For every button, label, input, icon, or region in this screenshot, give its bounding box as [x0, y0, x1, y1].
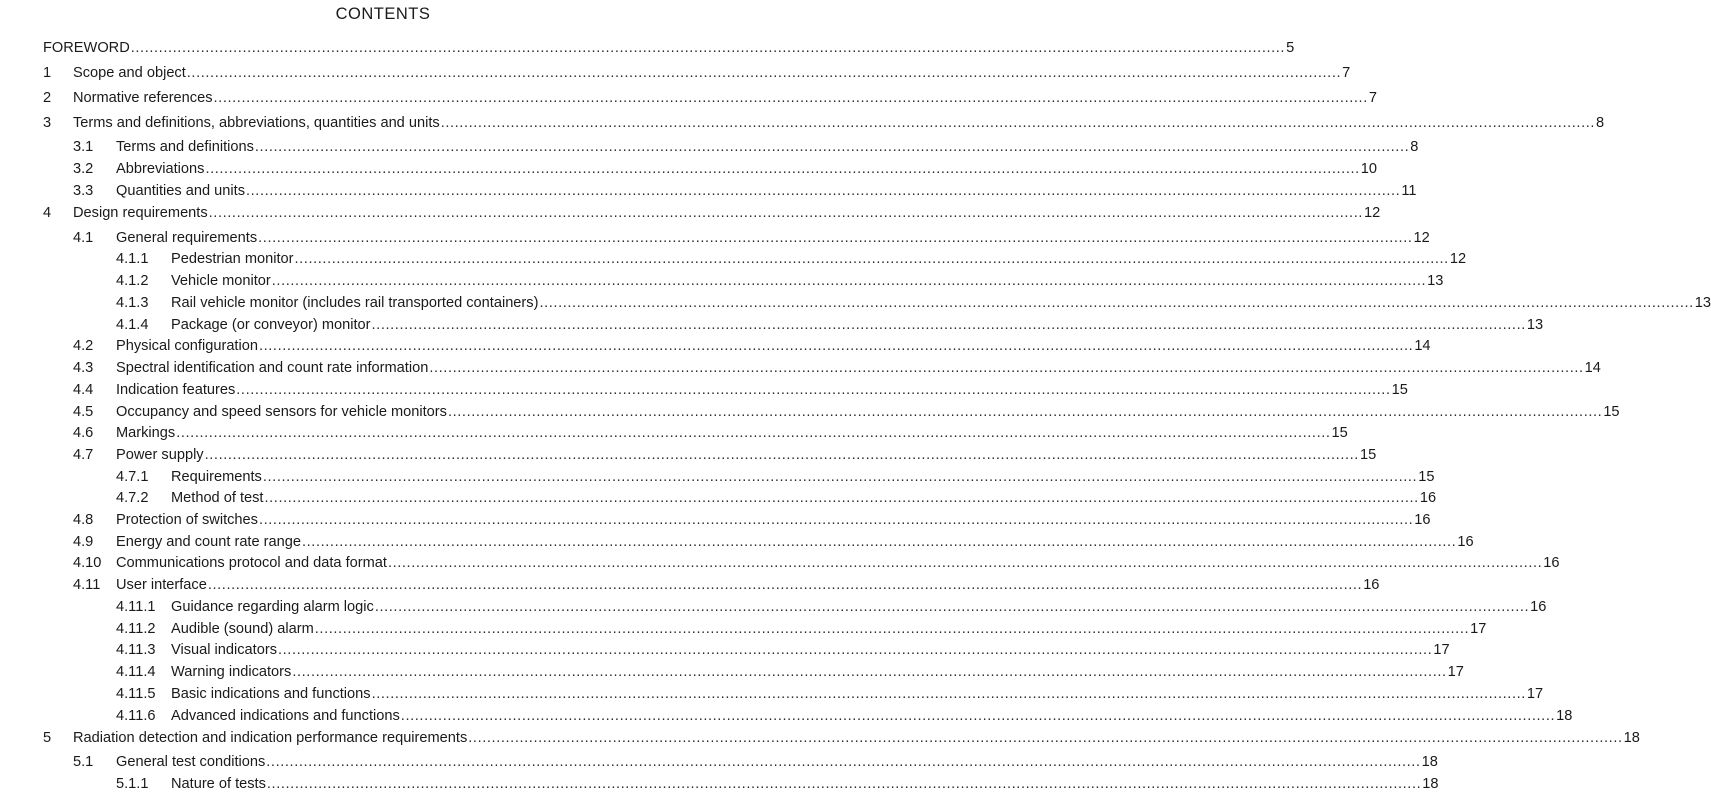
toc-entry-page: 11	[1401, 183, 1417, 199]
toc-entry-number: 5	[43, 730, 52, 746]
toc-entry-title: Basic indications and functions	[171, 686, 371, 702]
toc-leader-dots: ........................................................................................................................................................................................................................................................	[258, 338, 1414, 354]
toc-entry-page: 18	[1556, 708, 1573, 724]
toc-entry-number: 3	[43, 115, 52, 131]
toc-leader-dots: ........................................................................................................................................................................................................................................................	[292, 664, 1447, 680]
toc-entry-title: Terms and definitions, abbreviations, quantities and units	[73, 115, 440, 131]
toc-entry[interactable]	[0, 467, 1435, 487]
toc-entry-page: 15	[1331, 425, 1348, 441]
toc-entry-number: 4.7.1	[116, 469, 149, 485]
toc-entry-page: 18	[1422, 776, 1439, 792]
toc-entry-page: 15	[1391, 382, 1408, 398]
toc-entry[interactable]	[0, 249, 1467, 269]
toc-entry-title: Visual indicators	[171, 642, 277, 658]
toc-entry-title: Markings	[116, 425, 176, 441]
toc-entry-page: 7	[1368, 90, 1377, 106]
toc-leader-dots: ........................................................................................................................................................................................................................................................	[468, 730, 1623, 746]
toc-entry-title: FOREWORD	[43, 40, 130, 56]
toc-entry[interactable]	[0, 752, 1438, 772]
toc-entry-number: 4.5	[73, 404, 94, 420]
toc-entry-number: 4.2	[73, 338, 94, 354]
toc-leader-dots: ........................................................................................................................................................................................................................................................	[400, 708, 1556, 724]
toc-entry-page: 16	[1457, 534, 1474, 550]
toc-entry-title: Quantities and units	[116, 183, 245, 199]
toc-entry-number: 4.1.4	[116, 317, 149, 333]
toc-entry[interactable]	[0, 553, 1560, 573]
toc-entry[interactable]	[0, 63, 1351, 83]
toc-entry[interactable]	[0, 380, 1408, 400]
toc-entry-number: 4.11.4	[116, 664, 156, 680]
toc-entry[interactable]	[0, 662, 1464, 682]
toc-entry-title: Energy and count rate range	[116, 534, 301, 550]
toc-entry-title: Power supply	[116, 447, 204, 463]
toc-entry-page: 12	[1364, 205, 1381, 221]
toc-entry-page: 8	[1596, 115, 1605, 131]
toc-entry-title: Normative references	[73, 90, 213, 106]
toc-leader-dots: ........................................................................................................................................................................................................................................................	[213, 90, 1368, 106]
toc-entry[interactable]	[0, 358, 1601, 378]
toc-entry-page: 15	[1603, 404, 1620, 420]
toc-entry-page: 10	[1360, 161, 1378, 177]
toc-leader-dots: ........................................................................................................................................................................................................................................................	[208, 205, 1363, 221]
toc-entry[interactable]	[0, 575, 1380, 595]
toc-entry[interactable]	[0, 113, 1605, 133]
toc-entry[interactable]	[0, 706, 1573, 726]
toc-entry-title: Guidance regarding alarm logic	[171, 599, 374, 615]
toc-entry[interactable]	[0, 402, 1620, 422]
toc-leader-dots: ........................................................................................................................................................................................................................................................	[440, 115, 1596, 131]
toc-entry-number: 3.2	[73, 161, 94, 177]
toc-entry[interactable]	[0, 445, 1377, 465]
toc-entry-title: Spectral identification and count rate information	[116, 360, 429, 376]
toc-leader-dots: ........................................................................................................................................................................................................................................................	[258, 512, 1414, 528]
toc-entry-page: 13	[1526, 317, 1544, 333]
toc-entry-number: 4.4	[73, 382, 94, 398]
toc-entry-title: General test conditions	[116, 754, 266, 770]
toc-entry[interactable]	[0, 293, 1711, 313]
toc-leader-dots: ........................................................................................................................................................................................................................................................	[130, 40, 1286, 56]
page-title: CONTENTS	[335, 5, 431, 23]
toc-entry-number: 4.1	[73, 230, 94, 246]
toc-entry[interactable]	[0, 181, 1417, 201]
toc-entry-number: 4.1.1	[116, 251, 149, 267]
toc-entry-title: Protection of switches	[116, 512, 258, 528]
toc-entry[interactable]	[0, 423, 1348, 443]
toc-leader-dots: ........................................................................................................................................................................................................................................................	[447, 404, 1603, 420]
toc-entry-page: 15	[1359, 447, 1377, 463]
toc-leader-dots: ........................................................................................................................................................................................................................................................	[266, 776, 1422, 792]
toc-leader-dots: ........................................................................................................................................................................................................................................................	[204, 447, 1359, 463]
toc-entry-title: Design requirements	[73, 205, 208, 221]
toc-entry[interactable]	[0, 684, 1544, 704]
toc-entry-title: General requirements	[116, 230, 258, 246]
toc-leader-dots: ........................................................................................................................................................................................................................................................	[262, 469, 1418, 485]
toc-leader-dots: ........................................................................................................................................................................................................................................................	[294, 251, 1449, 267]
toc-entry-page: 17	[1433, 642, 1450, 658]
toc-entry-page: 18	[1623, 730, 1640, 746]
toc-entry-number: 5.1.1	[116, 776, 149, 792]
toc-entry-page: 16	[1363, 577, 1380, 593]
toc-entry[interactable]	[0, 271, 1444, 291]
toc-leader-dots: ........................................................................................................................................................................................................................................................	[254, 139, 1410, 155]
toc-entry[interactable]	[0, 228, 1430, 248]
toc-entry-page: 8	[1410, 139, 1419, 155]
toc-entry-page: 15	[1418, 469, 1435, 485]
toc-leader-dots: ........................................................................................................................................................................................................................................................	[278, 642, 1433, 658]
toc-entry-page: 13	[1427, 273, 1444, 289]
toc-leader-dots: ........................................................................................................................................................................................................................................................	[314, 621, 1470, 637]
toc-entry[interactable]	[0, 728, 1640, 748]
toc-entry-title: Requirements	[171, 469, 262, 485]
toc-entry-page: 14	[1414, 338, 1431, 354]
toc-entry-number: 4.7	[73, 447, 94, 463]
toc-entry-number: 4.11.6	[116, 708, 156, 724]
toc-entry-number: 4	[43, 205, 52, 221]
toc-entry-title: Scope and object	[73, 65, 186, 81]
toc-entry-page: 16	[1414, 512, 1431, 528]
toc-leader-dots: ........................................................................................................................................................................................................................................................	[371, 686, 1526, 702]
toc-entry-number: 4.11.1	[116, 599, 156, 615]
toc-entry[interactable]	[0, 137, 1419, 157]
toc-entry-number: 4.3	[73, 360, 94, 376]
toc-entry-title: Indication features	[116, 382, 236, 398]
toc-entry-number: 4.11	[73, 577, 101, 593]
toc-entry-title: Radiation detection and indication performance requirements	[73, 730, 468, 746]
toc-entry[interactable]	[0, 336, 1431, 356]
toc-entry[interactable]	[0, 88, 1377, 108]
toc-leader-dots: ........................................................................................................................................................................................................................................................	[264, 490, 1419, 506]
toc-entry[interactable]	[0, 38, 1295, 58]
toc-leader-dots: ........................................................................................................................................................................................................................................................	[266, 754, 1421, 770]
toc-entry-title: User interface	[116, 577, 207, 593]
toc-entry-title: Physical configuration	[116, 338, 258, 354]
toc-entry-page: 16	[1543, 555, 1560, 571]
toc-entry[interactable]	[0, 532, 1474, 552]
toc-leader-dots: ........................................................................................................................................................................................................................................................	[186, 65, 1342, 81]
toc-entry-title: Package (or conveyor) monitor	[171, 317, 371, 333]
toc-entry[interactable]	[0, 597, 1547, 617]
toc-entry-number: 3.1	[73, 139, 94, 155]
toc-leader-dots: ........................................................................................................................................................................................................................................................	[301, 534, 1457, 550]
toc-entry[interactable]	[0, 315, 1544, 335]
toc-entry-title: Advanced indications and functions	[171, 708, 400, 724]
toc-entry-number: 4.8	[73, 512, 94, 528]
toc-leader-dots: ........................................................................................................................................................................................................................................................	[258, 230, 1413, 246]
toc-leader-dots: ........................................................................................................................................................................................................................................................	[371, 317, 1526, 333]
toc-entry-page: 13	[1694, 295, 1711, 311]
toc-entry-title: Occupancy and speed sensors for vehicle monitors	[116, 404, 447, 420]
toc-entry-title: Pedestrian monitor	[171, 251, 294, 267]
toc-entry-page: 12	[1413, 230, 1430, 246]
toc-entry-number: 4.11.2	[116, 621, 156, 637]
toc-entry-page: 17	[1447, 664, 1464, 680]
toc-entry-page: 5	[1286, 40, 1295, 56]
toc-leader-dots: ........................................................................................................................................................................................................................................................	[246, 183, 1401, 199]
toc-leader-dots: ........................................................................................................................................................................................................................................................	[207, 577, 1363, 593]
toc-entry-title: Rail vehicle monitor (includes rail transported containers)	[171, 295, 539, 311]
toc-entry-number: 4.11.3	[116, 642, 156, 658]
toc-entry-number: 4.11.5	[116, 686, 156, 702]
toc-entry-number: 5.1	[73, 754, 94, 770]
toc-entry-page: 18	[1421, 754, 1438, 770]
toc-leader-dots: ........................................................................................................................................................................................................................................................	[176, 425, 1331, 441]
toc-entry-title: Communications protocol and data format	[116, 555, 387, 571]
toc-entry[interactable]	[0, 159, 1378, 179]
toc-entry[interactable]	[0, 619, 1487, 639]
toc-entry-number: 4.1.3	[116, 295, 149, 311]
toc-leader-dots: ........................................................................................................................................................................................................................................................	[271, 273, 1427, 289]
toc-entry-number: 4.9	[73, 534, 94, 550]
toc-entry-title: Nature of tests	[171, 776, 266, 792]
toc-entry[interactable]	[0, 640, 1450, 660]
toc-entry-number: 4.7.2	[116, 490, 149, 506]
toc-entry-number: 1	[43, 65, 52, 81]
toc-entry-number: 2	[43, 90, 52, 106]
toc-entry-title: Audible (sound) alarm	[171, 621, 314, 637]
toc-entry-page: 16	[1419, 490, 1437, 506]
toc-entry[interactable]	[0, 488, 1437, 508]
toc-leader-dots: ........................................................................................................................................................................................................................................................	[236, 382, 1391, 398]
toc-entry-title: Abbreviations	[116, 161, 205, 177]
toc-entry[interactable]	[0, 203, 1381, 223]
toc-entry-page: 12	[1449, 251, 1467, 267]
toc-entry-page: 14	[1584, 360, 1601, 376]
toc-entry-number: 4.6	[73, 425, 94, 441]
toc-entry[interactable]	[0, 510, 1431, 530]
toc-entry-number: 4.1.2	[116, 273, 149, 289]
toc-entry-title: Warning indicators	[171, 664, 292, 680]
toc-entry-title: Method of test	[171, 490, 264, 506]
toc-entry-page: 7	[1342, 65, 1351, 81]
toc-leader-dots: ........................................................................................................................................................................................................................................................	[539, 295, 1694, 311]
toc-leader-dots: ........................................................................................................................................................................................................................................................	[387, 555, 1543, 571]
toc-entry[interactable]	[0, 774, 1439, 794]
toc-entry-page: 17	[1526, 686, 1544, 702]
toc-entry-title: Terms and definitions	[116, 139, 254, 155]
toc-leader-dots: ........................................................................................................................................................................................................................................................	[429, 360, 1584, 376]
toc-entry-page: 17	[1470, 621, 1487, 637]
toc-entry-title: Vehicle monitor	[171, 273, 271, 289]
toc-leader-dots: ........................................................................................................................................................................................................................................................	[374, 599, 1530, 615]
toc-entry-page: 16	[1530, 599, 1547, 615]
toc-leader-dots: ........................................................................................................................................................................................................................................................	[205, 161, 1360, 177]
toc-entry-number: 4.10	[73, 555, 102, 571]
toc-entry-number: 3.3	[73, 183, 94, 199]
